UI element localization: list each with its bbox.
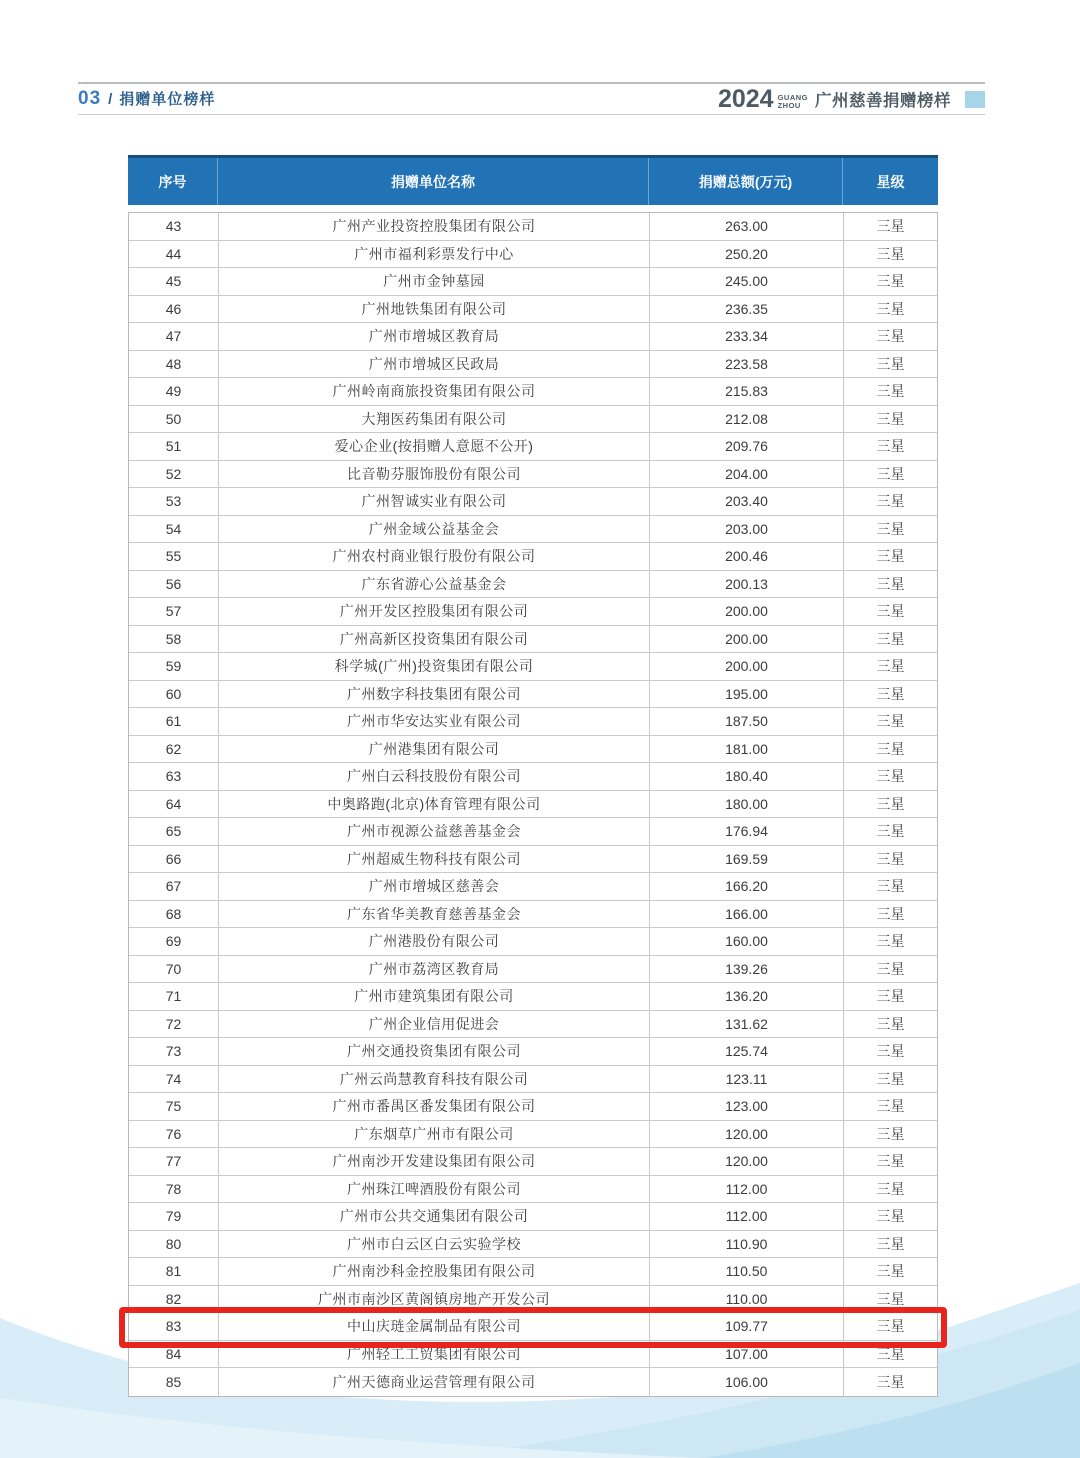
row-name-cell: 广州市视源公益慈善基金会 — [219, 818, 650, 845]
row-amount-cell: 109.77 — [650, 1313, 844, 1340]
row-amount-cell: 181.00 — [650, 736, 844, 763]
row-name-cell: 爱心企业(按捐赠人意愿不公开) — [219, 433, 650, 460]
row-name-cell: 广州智诚实业有限公司 — [219, 488, 650, 515]
table-row — [129, 406, 937, 434]
row-no-cell: 49 — [129, 378, 219, 405]
row-amount-cell: 245.00 — [650, 268, 844, 295]
table-row — [129, 983, 937, 1011]
table-row — [129, 708, 937, 736]
row-star-cell: 三星 — [876, 905, 905, 922]
table-row — [129, 296, 937, 324]
row-amount-cell: 112.00 — [650, 1203, 844, 1230]
row-amount-cell: 200.00 — [650, 626, 844, 653]
header-main-title: 广州慈善捐赠榜样 — [815, 92, 951, 110]
table-row — [129, 213, 937, 241]
table-header-row — [128, 155, 938, 205]
row-star-cell: 三星 — [876, 988, 905, 1005]
table-row — [129, 928, 937, 956]
section-number: 03 — [78, 88, 102, 109]
row-amount-cell: 139.26 — [650, 956, 844, 983]
row-no-cell: 65 — [129, 818, 219, 845]
table-row — [129, 901, 937, 929]
row-no-cell: 45 — [129, 268, 219, 295]
row-star-cell: 三星 — [876, 1180, 905, 1197]
table-row — [129, 598, 937, 626]
row-name-cell: 广东烟草广州市有限公司 — [219, 1121, 650, 1148]
row-no-cell: 56 — [129, 571, 219, 598]
row-star-cell: 三星 — [876, 493, 905, 510]
row-amount-cell: 112.00 — [650, 1176, 844, 1203]
row-no-cell: 85 — [129, 1368, 219, 1396]
table-row — [129, 378, 937, 406]
row-star-cell: 三星 — [876, 1125, 905, 1142]
row-no-cell: 63 — [129, 763, 219, 790]
table-row — [129, 846, 937, 874]
row-no-cell: 59 — [129, 653, 219, 680]
row-name-cell: 广州企业信用促进会 — [219, 1011, 650, 1038]
row-amount-cell: 110.50 — [650, 1258, 844, 1285]
row-star-cell: 三星 — [876, 410, 905, 427]
table-row — [129, 736, 937, 764]
section-title: 捐赠单位榜样 — [119, 91, 216, 108]
row-name-cell: 广州南沙开发建设集团有限公司 — [219, 1148, 650, 1175]
table-row — [129, 1176, 937, 1204]
table-row — [129, 1121, 937, 1149]
row-no-cell: 48 — [129, 351, 219, 378]
section-separator: / — [108, 91, 113, 108]
table-row — [129, 1038, 937, 1066]
row-name-cell: 广州市公共交通集团有限公司 — [219, 1203, 650, 1230]
column-header-amount: 捐赠总额(万元) — [649, 158, 843, 205]
row-no-cell: 68 — [129, 901, 219, 928]
row-no-cell: 61 — [129, 708, 219, 735]
row-amount-cell: 169.59 — [650, 846, 844, 873]
row-name-cell: 比音勒芬服饰股份有限公司 — [219, 461, 650, 488]
table-row — [129, 571, 937, 599]
row-no-cell: 75 — [129, 1093, 219, 1120]
row-no-cell: 83 — [129, 1313, 219, 1340]
table-row — [129, 791, 937, 819]
row-name-cell: 广州天德商业运营管理有限公司 — [219, 1368, 650, 1396]
row-no-cell: 71 — [129, 983, 219, 1010]
row-amount-cell: 180.00 — [650, 791, 844, 818]
row-amount-cell: 200.13 — [650, 571, 844, 598]
row-star-cell: 三星 — [876, 933, 905, 950]
row-name-cell: 广州南沙科金控股集团有限公司 — [219, 1258, 650, 1285]
row-amount-cell: 250.20 — [650, 241, 844, 268]
row-star-cell: 三星 — [876, 273, 905, 290]
row-star-cell: 三星 — [876, 823, 905, 840]
row-name-cell: 广州市增城区慈善会 — [219, 873, 650, 900]
table-row — [129, 1148, 937, 1176]
row-star-cell: 三星 — [876, 548, 905, 565]
row-amount-cell: 204.00 — [650, 461, 844, 488]
row-name-cell: 中奥路跑(北京)体育管理有限公司 — [219, 791, 650, 818]
row-amount-cell: 233.34 — [650, 323, 844, 350]
row-star-cell: 三星 — [876, 1235, 905, 1252]
row-no-cell: 78 — [129, 1176, 219, 1203]
row-no-cell: 80 — [129, 1231, 219, 1258]
row-no-cell: 47 — [129, 323, 219, 350]
row-star-cell: 三星 — [876, 795, 905, 812]
row-no-cell: 62 — [129, 736, 219, 763]
row-name-cell: 广州市增城区民政局 — [219, 351, 650, 378]
row-star-cell: 三星 — [876, 1373, 905, 1390]
row-star-cell: 三星 — [876, 878, 905, 895]
row-amount-cell: 200.00 — [650, 598, 844, 625]
row-name-cell: 广州轻工工贸集团有限公司 — [219, 1341, 650, 1368]
page-header-left — [78, 88, 215, 110]
table-row — [129, 461, 937, 489]
row-amount-cell: 120.00 — [650, 1148, 844, 1175]
header-year: 2024 — [717, 84, 774, 113]
row-star-cell: 三星 — [876, 438, 905, 455]
table-row — [129, 241, 937, 269]
row-star-cell: 三星 — [876, 465, 905, 482]
row-name-cell: 广州数字科技集团有限公司 — [219, 681, 650, 708]
row-name-cell: 广州市华安达实业有限公司 — [219, 708, 650, 735]
row-no-cell: 76 — [129, 1121, 219, 1148]
table-row — [129, 1093, 937, 1121]
row-amount-cell: 166.20 — [650, 873, 844, 900]
row-name-cell: 广州市番禺区番发集团有限公司 — [219, 1093, 650, 1120]
row-amount-cell: 166.00 — [650, 901, 844, 928]
row-amount-cell: 106.00 — [650, 1368, 844, 1396]
row-name-cell: 广州白云科技股份有限公司 — [219, 763, 650, 790]
row-name-cell: 广州港集团有限公司 — [219, 736, 650, 763]
row-name-cell: 广州云尚慧教育科技有限公司 — [219, 1066, 650, 1093]
row-no-cell: 64 — [129, 791, 219, 818]
row-star-cell: 三星 — [876, 1290, 905, 1307]
row-star-cell: 三星 — [876, 850, 905, 867]
row-no-cell: 66 — [129, 846, 219, 873]
row-no-cell: 58 — [129, 626, 219, 653]
row-star-cell: 三星 — [876, 1070, 905, 1087]
row-star-cell: 三星 — [876, 1015, 905, 1032]
row-no-cell: 69 — [129, 928, 219, 955]
row-no-cell: 44 — [129, 241, 219, 268]
corner-square-decoration — [965, 91, 985, 108]
row-amount-cell: 120.00 — [650, 1121, 844, 1148]
row-amount-cell: 203.00 — [650, 516, 844, 543]
row-star-cell: 三星 — [876, 1098, 905, 1115]
row-star-cell: 三星 — [876, 713, 905, 730]
table-row — [129, 268, 937, 296]
table-row — [129, 543, 937, 571]
row-no-cell: 81 — [129, 1258, 219, 1285]
row-star-cell: 三星 — [876, 300, 905, 317]
row-name-cell: 广州珠江啤酒股份有限公司 — [219, 1176, 650, 1203]
row-amount-cell: 200.46 — [650, 543, 844, 570]
row-star-cell: 三星 — [876, 520, 905, 537]
row-amount-cell: 200.00 — [650, 653, 844, 680]
table-row — [129, 1368, 937, 1396]
row-name-cell: 广州市南沙区黄阁镇房地产开发公司 — [219, 1286, 650, 1313]
row-amount-cell: 187.50 — [650, 708, 844, 735]
row-name-cell: 大翔医药集团有限公司 — [219, 406, 650, 433]
row-amount-cell: 110.90 — [650, 1231, 844, 1258]
row-name-cell: 广州金域公益基金会 — [219, 516, 650, 543]
row-amount-cell: 223.58 — [650, 351, 844, 378]
column-header-star: 星级 — [876, 173, 905, 190]
table-row — [129, 1286, 937, 1314]
row-no-cell: 72 — [129, 1011, 219, 1038]
row-star-cell: 三星 — [876, 768, 905, 785]
table-row — [129, 873, 937, 901]
row-name-cell: 广东省游心公益基金会 — [219, 571, 650, 598]
row-star-cell: 三星 — [876, 575, 905, 592]
row-name-cell: 广州产业投资控股集团有限公司 — [219, 213, 650, 240]
row-no-cell: 82 — [129, 1286, 219, 1313]
row-name-cell: 广州超威生物科技有限公司 — [219, 846, 650, 873]
table-row — [129, 956, 937, 984]
row-no-cell: 43 — [129, 213, 219, 240]
row-amount-cell: 195.00 — [650, 681, 844, 708]
row-no-cell: 74 — [129, 1066, 219, 1093]
row-star-cell: 三星 — [876, 685, 905, 702]
row-no-cell: 46 — [129, 296, 219, 323]
row-amount-cell: 123.11 — [650, 1066, 844, 1093]
row-amount-cell: 107.00 — [650, 1341, 844, 1368]
table-row — [129, 351, 937, 379]
row-no-cell: 55 — [129, 543, 219, 570]
row-star-cell: 三星 — [876, 383, 905, 400]
row-star-cell: 三星 — [876, 218, 905, 235]
table-row — [129, 1258, 937, 1286]
table-row — [129, 1231, 937, 1259]
row-no-cell: 60 — [129, 681, 219, 708]
row-name-cell: 广州市白云区白云实验学校 — [219, 1231, 650, 1258]
table-row — [129, 763, 937, 791]
row-star-cell: 三星 — [876, 603, 905, 620]
row-amount-cell: 125.74 — [650, 1038, 844, 1065]
row-star-cell: 三星 — [876, 355, 905, 372]
row-name-cell: 广州农村商业银行股份有限公司 — [219, 543, 650, 570]
table-row — [129, 1203, 937, 1231]
row-amount-cell: 160.00 — [650, 928, 844, 955]
row-star-cell: 三星 — [876, 960, 905, 977]
row-amount-cell: 110.00 — [650, 1286, 844, 1313]
row-star-cell: 三星 — [876, 1318, 905, 1335]
header-year-subtext-line1: GUANG — [777, 92, 808, 102]
table-row-highlighted — [129, 1313, 937, 1341]
table-row — [129, 323, 937, 351]
row-star-cell: 三星 — [876, 245, 905, 262]
row-amount-cell: 176.94 — [650, 818, 844, 845]
row-no-cell: 70 — [129, 956, 219, 983]
row-star-cell: 三星 — [876, 1153, 905, 1170]
row-amount-cell: 215.83 — [650, 378, 844, 405]
row-star-cell: 三星 — [876, 1345, 905, 1362]
row-star-cell: 三星 — [876, 740, 905, 757]
row-star-cell: 三星 — [876, 1263, 905, 1280]
row-no-cell: 67 — [129, 873, 219, 900]
row-name-cell: 广州高新区投资集团有限公司 — [219, 626, 650, 653]
row-amount-cell: 236.35 — [650, 296, 844, 323]
row-amount-cell: 136.20 — [650, 983, 844, 1010]
table-row — [129, 681, 937, 709]
header-year-subtext — [778, 94, 808, 111]
row-no-cell: 52 — [129, 461, 219, 488]
row-name-cell: 广州市建筑集团有限公司 — [219, 983, 650, 1010]
column-header-name: 捐赠单位名称 — [218, 158, 649, 205]
row-name-cell: 广州岭南商旅投资集团有限公司 — [219, 378, 650, 405]
row-star-cell: 三星 — [876, 658, 905, 675]
row-no-cell: 73 — [129, 1038, 219, 1065]
row-name-cell: 广州交通投资集团有限公司 — [219, 1038, 650, 1065]
row-amount-cell: 123.00 — [650, 1093, 844, 1120]
row-amount-cell: 212.08 — [650, 406, 844, 433]
table-row — [129, 626, 937, 654]
page-header-right — [717, 84, 985, 113]
row-name-cell: 广州市金钟墓园 — [219, 268, 650, 295]
row-star-cell: 三星 — [876, 1208, 905, 1225]
row-name-cell: 广州开发区控股集团有限公司 — [219, 598, 650, 625]
donation-table — [128, 155, 938, 1397]
row-amount-cell: 209.76 — [650, 433, 844, 460]
row-name-cell: 中山庆琏金属制品有限公司 — [219, 1313, 650, 1340]
row-name-cell: 广州地铁集团有限公司 — [219, 296, 650, 323]
row-no-cell: 50 — [129, 406, 219, 433]
row-amount-cell: 131.62 — [650, 1011, 844, 1038]
column-header-no: 序号 — [128, 158, 218, 205]
table-row — [129, 1341, 937, 1369]
table-row — [129, 433, 937, 461]
table-row — [129, 1066, 937, 1094]
row-amount-cell: 180.40 — [650, 763, 844, 790]
row-star-cell: 三星 — [876, 328, 905, 345]
row-name-cell: 广州港股份有限公司 — [219, 928, 650, 955]
table-row — [129, 488, 937, 516]
row-name-cell: 广州市增城区教育局 — [219, 323, 650, 350]
row-amount-cell: 203.40 — [650, 488, 844, 515]
row-no-cell: 54 — [129, 516, 219, 543]
row-no-cell: 53 — [129, 488, 219, 515]
row-star-cell: 三星 — [876, 1043, 905, 1060]
row-name-cell: 广东省华美教育慈善基金会 — [219, 901, 650, 928]
table-row — [129, 653, 937, 681]
header-year-subtext-line2: ZHOU — [777, 101, 801, 110]
table-body — [128, 212, 938, 1397]
row-name-cell: 科学城(广州)投资集团有限公司 — [219, 653, 650, 680]
table-row — [129, 516, 937, 544]
row-no-cell: 77 — [129, 1148, 219, 1175]
row-no-cell: 84 — [129, 1341, 219, 1368]
row-name-cell: 广州市荔湾区教育局 — [219, 956, 650, 983]
table-row — [129, 1011, 937, 1039]
page-header — [78, 82, 985, 115]
row-no-cell: 57 — [129, 598, 219, 625]
row-star-cell: 三星 — [876, 630, 905, 647]
table-row — [129, 818, 937, 846]
row-no-cell: 51 — [129, 433, 219, 460]
row-amount-cell: 263.00 — [650, 213, 844, 240]
row-name-cell: 广州市福利彩票发行中心 — [219, 241, 650, 268]
row-no-cell: 79 — [129, 1203, 219, 1230]
